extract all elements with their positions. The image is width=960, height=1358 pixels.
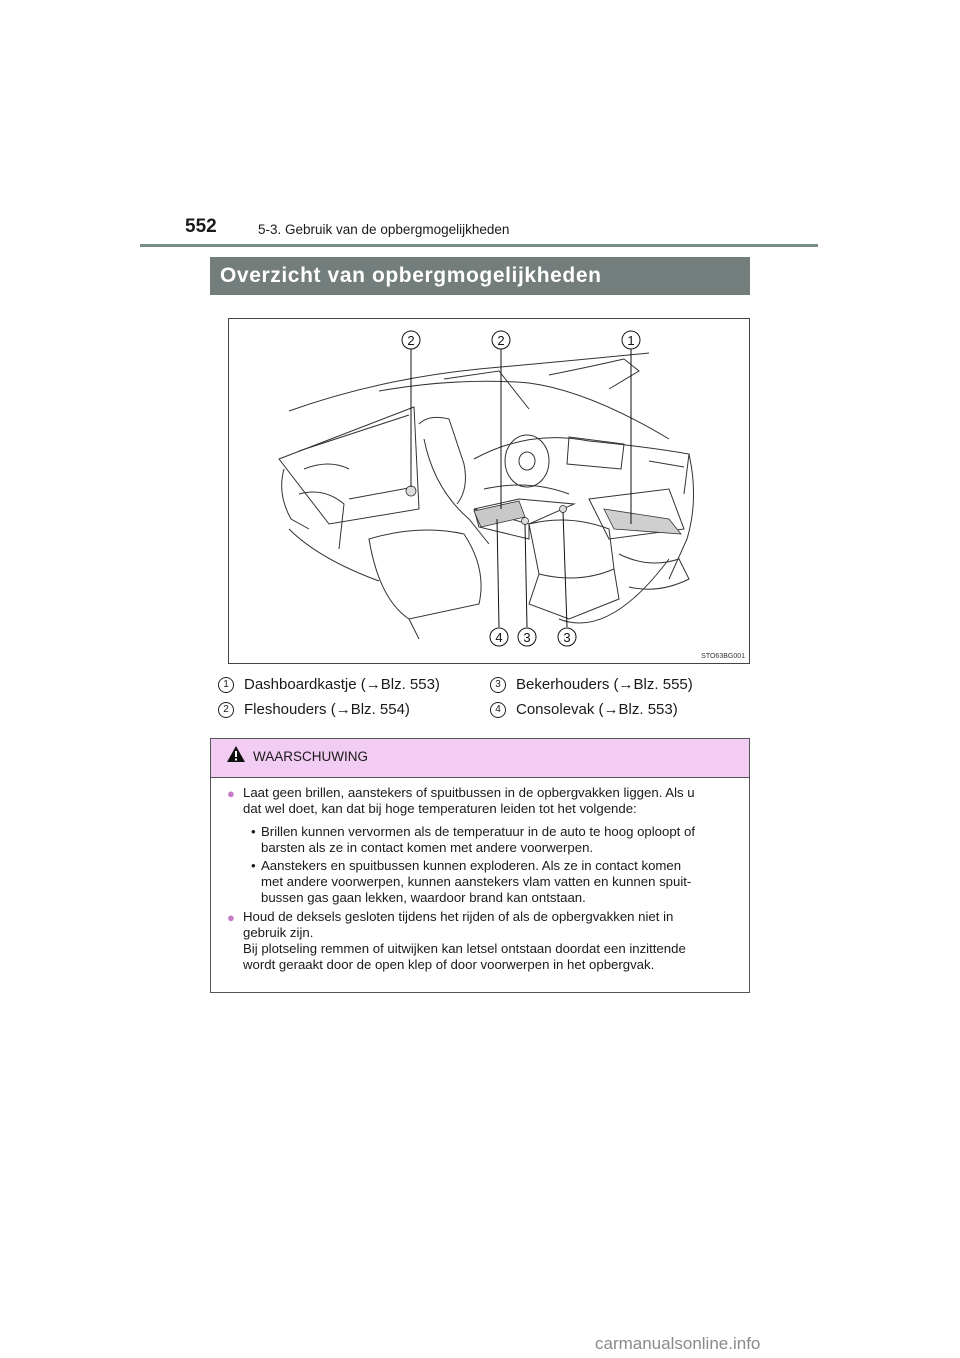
warning-text: wordt geraakt door de open klep of door voorwerpen in het opbergvak. bbox=[243, 957, 655, 972]
legend-number: 3 bbox=[490, 677, 506, 693]
interior-illustration bbox=[228, 318, 750, 664]
warning-box bbox=[210, 738, 750, 993]
warning-text: Houd de deksels gesloten tijdens het rijden of als de opbergvakken niet in bbox=[243, 909, 674, 924]
bullet-icon: ● bbox=[227, 786, 235, 801]
warning-subitem: Aanstekers en spuitbussen kunnen exploderen. Als ze in contact komen bbox=[261, 858, 682, 873]
callout-label: 2 bbox=[497, 333, 505, 348]
section-title: Overzicht van opbergmogelijkheden bbox=[210, 257, 750, 295]
bullet-icon: ● bbox=[227, 910, 235, 925]
warning-text: dat wel doet, kan dat bij hoge temperaturen leiden tot het volgende: bbox=[243, 801, 637, 816]
callout-label: 3 bbox=[523, 630, 531, 645]
page-number: 552 bbox=[185, 216, 217, 237]
warning-triangle-icon bbox=[226, 745, 246, 763]
legend-item bbox=[490, 700, 678, 720]
warning-subitem: bussen gas gaan lekken, waardoor brand kan ontstaan. bbox=[261, 890, 586, 905]
warning-text: gebruik zijn. bbox=[243, 925, 314, 940]
warning-header bbox=[211, 739, 749, 778]
list-dot: • bbox=[251, 824, 256, 839]
legend-item bbox=[218, 700, 410, 720]
callout-label: 4 bbox=[495, 630, 503, 645]
warning-text: Laat geen brillen, aanstekers of spuitbussen in de opbergvakken liggen. Als u bbox=[243, 785, 695, 800]
callout-label: 1 bbox=[627, 333, 635, 348]
warning-title: WAARSCHUWING bbox=[253, 749, 368, 764]
warning-subitem: met andere voorwerpen, kunnen aanstekers vlam vatten en kunnen spuit- bbox=[261, 874, 692, 889]
legend-number: 2 bbox=[218, 702, 234, 718]
legend-text: Fleshouders (→Blz. 554) bbox=[244, 701, 410, 718]
warning-body bbox=[211, 777, 749, 992]
figure-code: STO63BG001 bbox=[701, 653, 745, 660]
legend-number: 1 bbox=[218, 677, 234, 693]
legend-text: Consolevak (→Blz. 553) bbox=[516, 701, 678, 718]
warning-text: Bij plotseling remmen of uitwijken kan letsel ontstaan doordat een inzittende bbox=[243, 941, 686, 956]
legend-item bbox=[490, 675, 693, 695]
car-interior-drawing bbox=[229, 319, 749, 663]
callout-label: 3 bbox=[563, 630, 571, 645]
legend-number: 4 bbox=[490, 702, 506, 718]
callout-label: 2 bbox=[407, 333, 415, 348]
header-rule bbox=[140, 244, 818, 247]
legend-text: Dashboardkastje (→Blz. 553) bbox=[244, 676, 440, 693]
legend-text: Bekerhouders (→Blz. 555) bbox=[516, 676, 693, 693]
footer-watermark: carmanualsonline.info bbox=[595, 1334, 761, 1353]
running-header: 5-3. Gebruik van de opbergmogelijkheden bbox=[258, 222, 510, 237]
warning-subitem: barsten als ze in contact komen met andere voorwerpen. bbox=[261, 840, 594, 855]
legend-item bbox=[218, 675, 440, 695]
warning-subitem: Brillen kunnen vervormen als de temperatuur in de auto te hoog oploopt of bbox=[261, 824, 695, 839]
list-dot: • bbox=[251, 858, 256, 873]
